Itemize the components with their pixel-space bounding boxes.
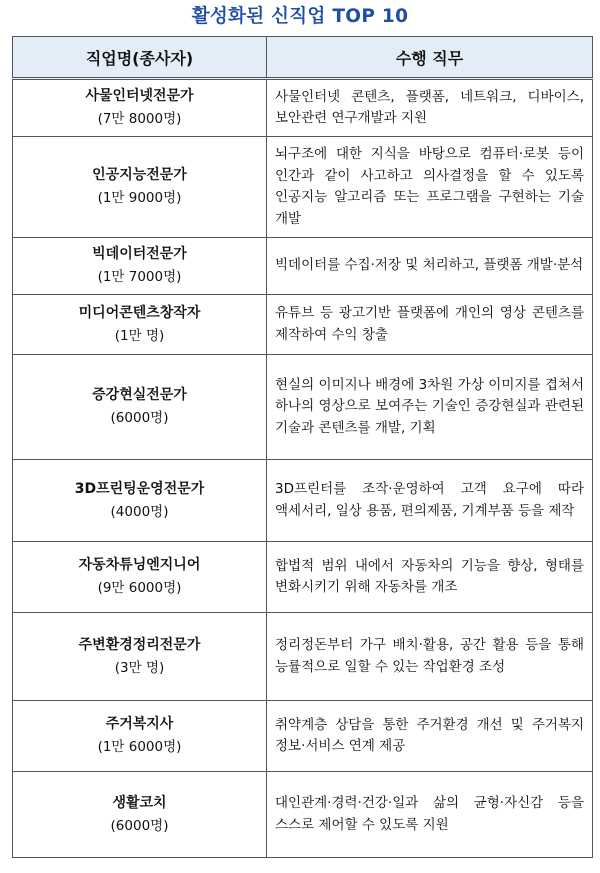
job-cell: [13, 137, 267, 238]
job-count: (1만 7000명): [97, 269, 182, 285]
duty-cell: 현실의 이미지나 배경에 3차원 가상 이미지를 겹쳐서 하나의 영상으로 보여주는 기술인 증강현실과 관련된 기술과 콘텐츠를 개발, 기획: [267, 355, 593, 460]
job-count: (4000명): [110, 503, 169, 520]
column-header-job: 직업명(종사자): [13, 37, 267, 79]
job-name: 증강현실전문가: [92, 387, 187, 403]
job-cell: [13, 355, 267, 460]
job-name: 빅데이터전문가: [92, 246, 187, 262]
job-cell: [13, 542, 267, 613]
jobs-table: [12, 36, 593, 858]
job-cell: [13, 460, 267, 542]
job-name: 자동차튜닝엔지니어: [78, 557, 201, 573]
job-cell: [13, 772, 267, 858]
job-cell: [13, 79, 267, 137]
duty-cell: 합법적 범위 내에서 자동차의 기능을 향상, 형태를 변화시키기 위해 자동차를 개조: [267, 542, 593, 613]
job-cell: [13, 701, 267, 772]
column-header-duty: 수행 직무: [267, 37, 593, 79]
duty-cell: 취약계층 상담을 통한 주거환경 개선 및 주거복지 정보·서비스 연계 제공: [267, 701, 593, 772]
table-row: [13, 613, 593, 701]
duty-cell: 3D프린터를 조작·운영하여 고객 요구에 따라 액세서리, 일상 용품, 편의제품, 기계부품 등을 제작: [267, 460, 593, 542]
job-name: 사물인터넷전문가: [85, 88, 194, 104]
job-cell: [13, 295, 267, 355]
table-row: [13, 79, 593, 137]
job-count: (3만 명): [114, 659, 165, 676]
table-row: [13, 355, 593, 460]
job-name: 인공지능전문가: [92, 167, 187, 183]
duty-cell: 정리정돈부터 가구 배치·활용, 공간 활용 등을 통해 능률적으로 일할 수 있는 작업환경 조성: [267, 613, 593, 701]
job-name: 주거복지사: [105, 716, 174, 732]
job-cell: [13, 238, 267, 295]
job-count: (1만 명): [114, 327, 165, 344]
job-count: (1만 9000명): [97, 190, 182, 206]
table-row: [13, 542, 593, 613]
duty-cell: 뇌구조에 대한 지식을 바탕으로 컴퓨터·로봇 등이 인간과 같이 사고하고 의사결정을 할 수 있도록 인공지능 알고리즘 또는 프로그램을 구현하는 기술 개발: [267, 137, 593, 238]
job-name: 3D프린팅운영전문가: [74, 480, 205, 497]
job-cell: [13, 613, 267, 701]
duty-cell: 유튜브 등 광고기반 플랫폼에 개인의 영상 콘텐츠를 제작하여 수익 창출: [267, 295, 593, 355]
job-name: 주변환경정리전문가: [78, 636, 201, 653]
table-row: [13, 460, 593, 542]
job-count: (7만 8000명): [97, 111, 182, 127]
job-count: (6000명): [110, 410, 169, 426]
duty-cell: 사물인터넷 콘텐츠, 플랫폼, 네트워크, 디바이스, 보안관련 연구개발과 지원: [267, 79, 593, 137]
job-name: 생활코치: [112, 794, 167, 811]
table-row: [13, 238, 593, 295]
table-row: [13, 295, 593, 355]
duty-cell: 대인관계·경력·건강·일과 삶의 균형·자신감 등을 스스로 제어할 수 있도록 지원: [267, 772, 593, 858]
table-row: [13, 701, 593, 772]
job-count: (1만 6000명): [97, 739, 182, 755]
job-count: (6000명): [110, 817, 169, 834]
duty-cell: 빅데이터를 수집·저장 및 처리하고, 플랫폼 개발·분석: [267, 238, 593, 295]
job-name: 미디어콘텐츠창작자: [78, 304, 201, 321]
job-count: (9만 6000명): [97, 580, 182, 596]
table-row: [13, 137, 593, 238]
table-row: [13, 772, 593, 858]
page-title: 활성화된 신직업 TOP 10: [191, 6, 409, 27]
table-header-row: [13, 37, 593, 79]
